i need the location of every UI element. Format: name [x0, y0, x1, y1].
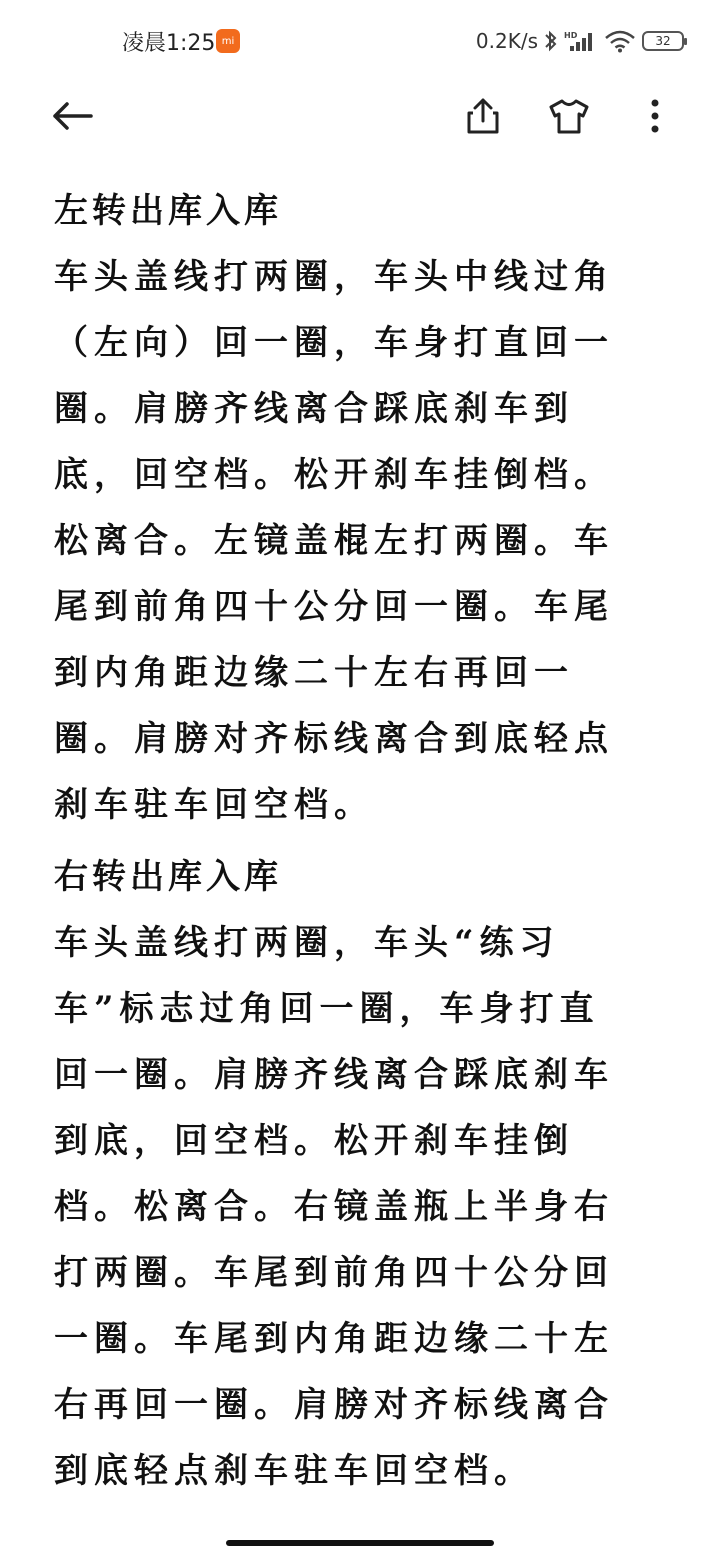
tshirt-theme-icon [549, 98, 589, 138]
note-content [54, 178, 634, 1510]
more-options-button[interactable] [631, 94, 679, 142]
wifi-icon [604, 29, 636, 53]
battery-icon: 32 [642, 31, 684, 51]
app-notification-badge: mi [216, 29, 240, 53]
section-body-left-turn: 车头盖线打两圈，车头中线过角（左向）回一圈，车身打直回一圈。肩膀齐线离合踩底刹车到底，回空档。松开刹车挂倒档。松离合。左镜盖棍左打两圈。车尾到前角四十公分回一圈。车尾到内角距边缘二十左右再回一圈。肩膀对齐标线离合到底轻点刹车驻车回空档。 [54, 257, 614, 825]
status-right-group [476, 26, 684, 56]
theme-button[interactable] [545, 94, 593, 142]
back-button[interactable] [48, 94, 96, 142]
share-button[interactable] [459, 94, 507, 142]
svg-text:HD: HD [564, 31, 578, 40]
status-bar [0, 0, 720, 80]
section-body-right-turn: 车头盖线打两圈，车头“练习车”标志过角回一圈，车身打直回一圈。肩膀齐线离合踩底刹车到底，回空档。松开刹车挂倒档。松离合。右镜盖瓶上半身右打两圈。车尾到前角四十公分回一圈。车尾到内角距边缘二十左右再回一圈。肩膀对齐标线离合到底轻点刹车驻车回空档。 [54, 923, 614, 1491]
more-vertical-icon [650, 99, 660, 137]
home-indicator[interactable] [226, 1540, 494, 1546]
status-time: 凌晨1:25 [122, 31, 216, 56]
network-speed: 0.2K/s [475, 29, 538, 53]
hd-signal-icon [564, 29, 598, 53]
section-title-right-turn: 右转出库入库 [54, 857, 282, 897]
back-arrow-icon [51, 101, 93, 135]
share-icon [465, 97, 501, 139]
bluetooth-icon [544, 29, 558, 53]
section-title-left-turn: 左转出库入库 [54, 191, 282, 231]
top-toolbar [0, 90, 720, 146]
